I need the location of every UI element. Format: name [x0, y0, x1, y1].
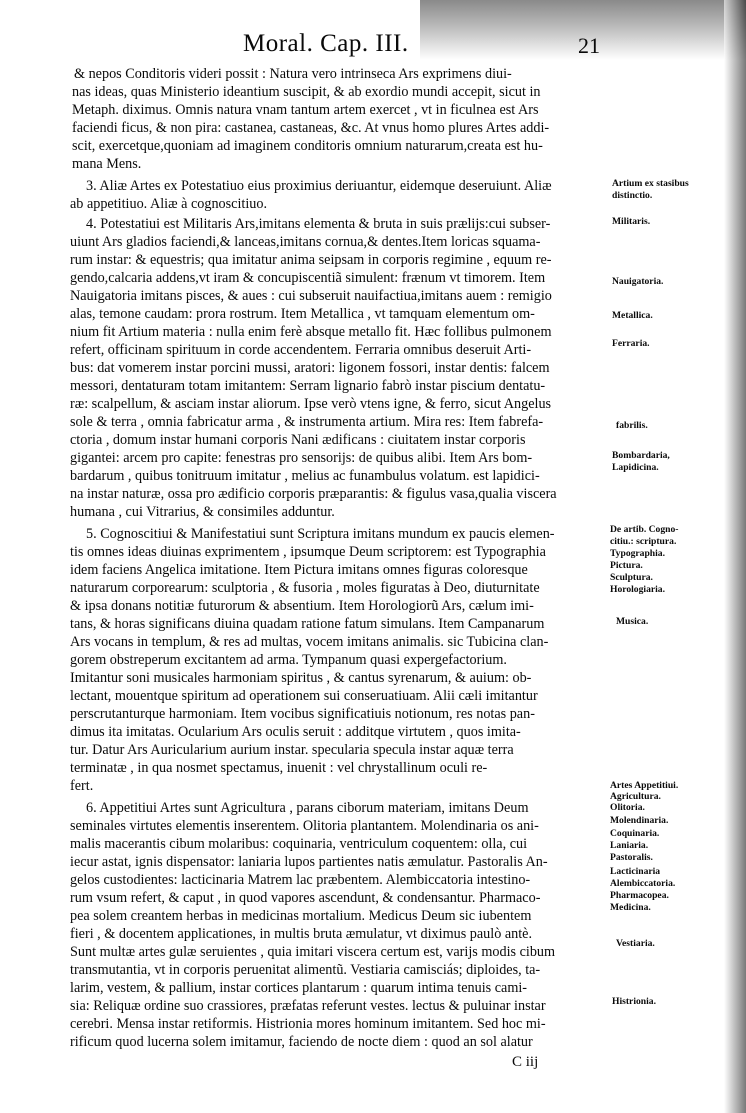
text-line: 6. Appetitiui Artes sunt Agricultura , parans ciborum materiam, imitans Deum [86, 800, 529, 816]
text-line: humana , cui Vitrarius, & consimiles adduntur. [70, 504, 335, 520]
text-line: gigantei: arcem pro capite: fenestras pro sensorijs: de quibus alibi. Item Ars bom- [70, 450, 533, 466]
text-line: Ars vocans in templum, & res ad multas, vocem imitans animalis. sic Tubicina clan- [70, 634, 549, 650]
margin-note: Pastoralis. [610, 852, 653, 863]
text-line: na instar naturæ, ossa pro ædificio corporis præparantis: & figulus vasa,qualia viscera [70, 486, 557, 502]
text-line: 3. Aliæ Artes ex Potestatiuo eius proximius deriuantur, eidemque deseruiunt. Aliæ [86, 178, 552, 194]
margin-note: De artib. Cogno- [610, 524, 679, 535]
text-line: iecur astat, ignis dispensator: laniaria lupos partientes natis æmulatur. Pastoralis An- [70, 854, 548, 870]
margin-note: Agricultura. [610, 791, 661, 802]
margin-note: Ferraria. [612, 338, 650, 349]
margin-note: Vestiaria. [616, 938, 655, 949]
text-line: & ipsa donans notitiæ futurorum & absentium. Item Horologiorũ Ars, cælum imi- [70, 598, 534, 614]
margin-note: citiu.: scriptura. [610, 536, 677, 547]
text-line: scit, exercetque,quoniam ad imaginem conditoris omnium naturarum,creata est hu- [72, 138, 543, 154]
text-line: faciendi ficus, & non pira: castanea, castaneas, &c. At vnus homo plures Artes addi- [72, 120, 550, 136]
text-line: perscrutanturque harmoniam. Item vocibus significatiuis notionum, res notas pan- [70, 706, 535, 722]
text-line: alas, temone caudam: prora rostrum. Item Metallica , vt tamquam elementum om- [70, 306, 535, 322]
margin-note: Horologiaria. [610, 584, 665, 595]
margin-note: Molendinaria. [610, 815, 669, 826]
running-header-title: Moral. Cap. III. [243, 30, 409, 57]
text-line: transmutantia, vt in corporis peruenitat alimentũ. Vestiaria camisciás; diploides, ta- [70, 962, 541, 978]
right-edge-shadow [724, 0, 746, 1113]
margin-note: Militaris. [612, 216, 651, 227]
text-line: idem faciens Angelica imitatione. Item Pictura imitans omnes figuras coloresque [70, 562, 528, 578]
text-line: Sunt multæ artes gulæ seruientes , quia imitari viscera certum est, varijs modis cibum [70, 944, 556, 960]
margin-note: Lacticinaria [610, 866, 661, 877]
text-line: ctoria , domum instar humani corporis Nani ædificans : ciuitatem instar corporis [70, 432, 526, 448]
margin-note: Musica. [616, 616, 649, 627]
text-line: bardarum , quibus tonitruum imitatur , melius ac funambulus volatum. est lapidici- [70, 468, 540, 484]
text-line: gendo,calcaria addens,vt iram & concupiscentiã simulent: frænum vt timorem. Item [70, 270, 546, 286]
text-line: fieri , & docentem applicationes, in multis bruta æmulatur, vt diximus paulò antè. [70, 926, 533, 942]
text-line: gelos custodientes: lacticinaria Matrem lac præbentem. Alembiccatoria intestino- [70, 872, 531, 888]
text-line: 4. Potestatiui est Militaris Ars,imitans elementa & bruta in suis prælijs:cui subser- [86, 216, 551, 232]
text-line: terminatæ , in qua nosmet spectamus, inuenit : vel chrystallinum oculi re- [70, 760, 488, 776]
margin-note: Laniaria. [610, 840, 649, 851]
text-line: pea solem creantem herbas in medicinas mortalium. Medicus Deum sic iubentem [70, 908, 532, 924]
text-line: ræ: scalpellum, & asciam instar aliorum. Ipse verò vtens igne, & ferro, sicut Angelus [70, 396, 552, 412]
margin-note: fabrilis. [616, 420, 648, 431]
text-line: fert. [70, 778, 94, 794]
text-line: bus: dat vomerem instar porcini mussi, aratori: ligonem fossori, instar dentis: falcem [70, 360, 550, 376]
margin-note: Metallica. [612, 310, 653, 321]
margin-note: Artes Appetitiui. [610, 780, 679, 791]
margin-note: Pharmacopea. [610, 890, 669, 901]
text-line: malis macerantis cibum molaribus: coquinaria, ventriculum coquentem: olla, cui [70, 836, 528, 852]
margin-note: Lapidicina. [612, 462, 659, 473]
text-line: rificum quod lucerna solem imitamur, faciendo de nocte diem : quod an sol alatur [70, 1034, 533, 1050]
margin-note: distinctio. [612, 190, 653, 201]
text-line: mana Mens. [72, 156, 142, 172]
text-line: dimus ita imitatas. Ocularium Ars oculis seruit : additque virtutem , quos imita- [70, 724, 521, 740]
text-line: lectant, mouentque spiritum ad operationem sui conseruatiuam. Alii cæli imitantur [70, 688, 538, 704]
text-line: gorem obstreperum excitantem ad arma. Tympanum quasi expergefactorium. [70, 652, 507, 668]
margin-note: Alembiccatoria. [610, 878, 676, 889]
margin-note: Sculptura. [610, 572, 653, 583]
text-line: tans, & horas significans diuina quadam ratione fatum simulans. Item Campanarum [70, 616, 545, 632]
margin-note: Medicina. [610, 902, 651, 913]
text-line: nium fit Artium materia : nulla enim ferè absque metallo fit. Hæc follibus pulmonem [70, 324, 552, 340]
text-line: sia: Reliquæ ordine suo crassiores, præfatas referunt vestes. lectus & puluinar instar [70, 998, 546, 1014]
margin-note: Typographia. [610, 548, 665, 559]
text-line: tis omnes ideas diuinas exprimentem , ipsumque Deum scriptorem: est Typographia [70, 544, 546, 560]
text-line: messori, dentaturam totam imitantem: Serram lignario fabrò instar piscium dentatu- [70, 378, 546, 394]
text-line: Metaph. diximus. Omnis natura vnam tantum artem exercet , vt in ficulnea est Ars [72, 102, 539, 118]
text-line: Nauigatoria imitans pisces, & aues : cui subseruit nauifactiua,imitans auem : remigio [70, 288, 552, 304]
text-line: cerebri. Mensa instar retiformis. Histrionia mores hominum imitantem. Sed hoc mi- [70, 1016, 546, 1032]
page-number: 21 [578, 33, 600, 58]
text-line: nas ideas, quas Ministerio ideantium suscipit, & ab exordio mundi accepit, sicut in [72, 84, 541, 100]
margin-note: Olitoria. [610, 802, 645, 813]
text-line: uiunt Ars gladios faciendi,& lanceas,imitans cornua,& dentes.Item loricas squama- [70, 234, 541, 250]
text-line: naturarum corporearum: sculptoria , & fusoria , moles figuratas à Deo, diuturnitate [70, 580, 540, 596]
margin-note: Histrionia. [612, 996, 656, 1007]
text-line: rum instar: & equestris; qua imitatur anima seipsam in corporis regimine , equum re- [70, 252, 552, 268]
text-line: Imitantur soni musicales harmoniam spiritus , & cantus syrenarum, & auium: ob- [70, 670, 532, 686]
catchword: C iij [512, 1054, 539, 1070]
margin-note: Artium ex stasibus [612, 178, 689, 189]
margin-note: Nauigatoria. [612, 276, 664, 287]
text-line: & nepos Conditoris videri possit : Natura vero intrinseca Ars exprimens diui- [74, 66, 512, 82]
margin-note: Bombardaria, [612, 450, 670, 461]
text-line: larim, vestem, & pallium, instar cortices plantarum : quarum intima tenuis cami- [70, 980, 528, 996]
text-line: 5. Cognoscitiui & Manifestatiui sunt Scriptura imitans mundum ex paucis elemen- [86, 526, 555, 542]
text-line: seminales virtutes elementis inserentem. Olitoria plantantem. Molendinaria os ani- [70, 818, 539, 834]
margin-note: Coquinaria. [610, 828, 660, 839]
text-line: sole & terra , omnia fabricatur arma , & instrumenta artium. Mira res: Item fabrefa- [70, 414, 544, 430]
margin-note: Pictura. [610, 560, 643, 571]
text-line: ab appetitiuo. Aliæ à cognoscitiuo. [70, 196, 268, 212]
text-line: refert, officinam spirituum in corde accendentem. Ferraria omnibus deseruit Arti- [70, 342, 532, 358]
text-line: tur. Datur Ars Auricularium aurium instar. specularia specula instar aquæ terra [70, 742, 514, 758]
text-line: rum vsum refert, & caput , in quod vapores ascendunt, & condensantur. Pharmaco- [70, 890, 541, 906]
